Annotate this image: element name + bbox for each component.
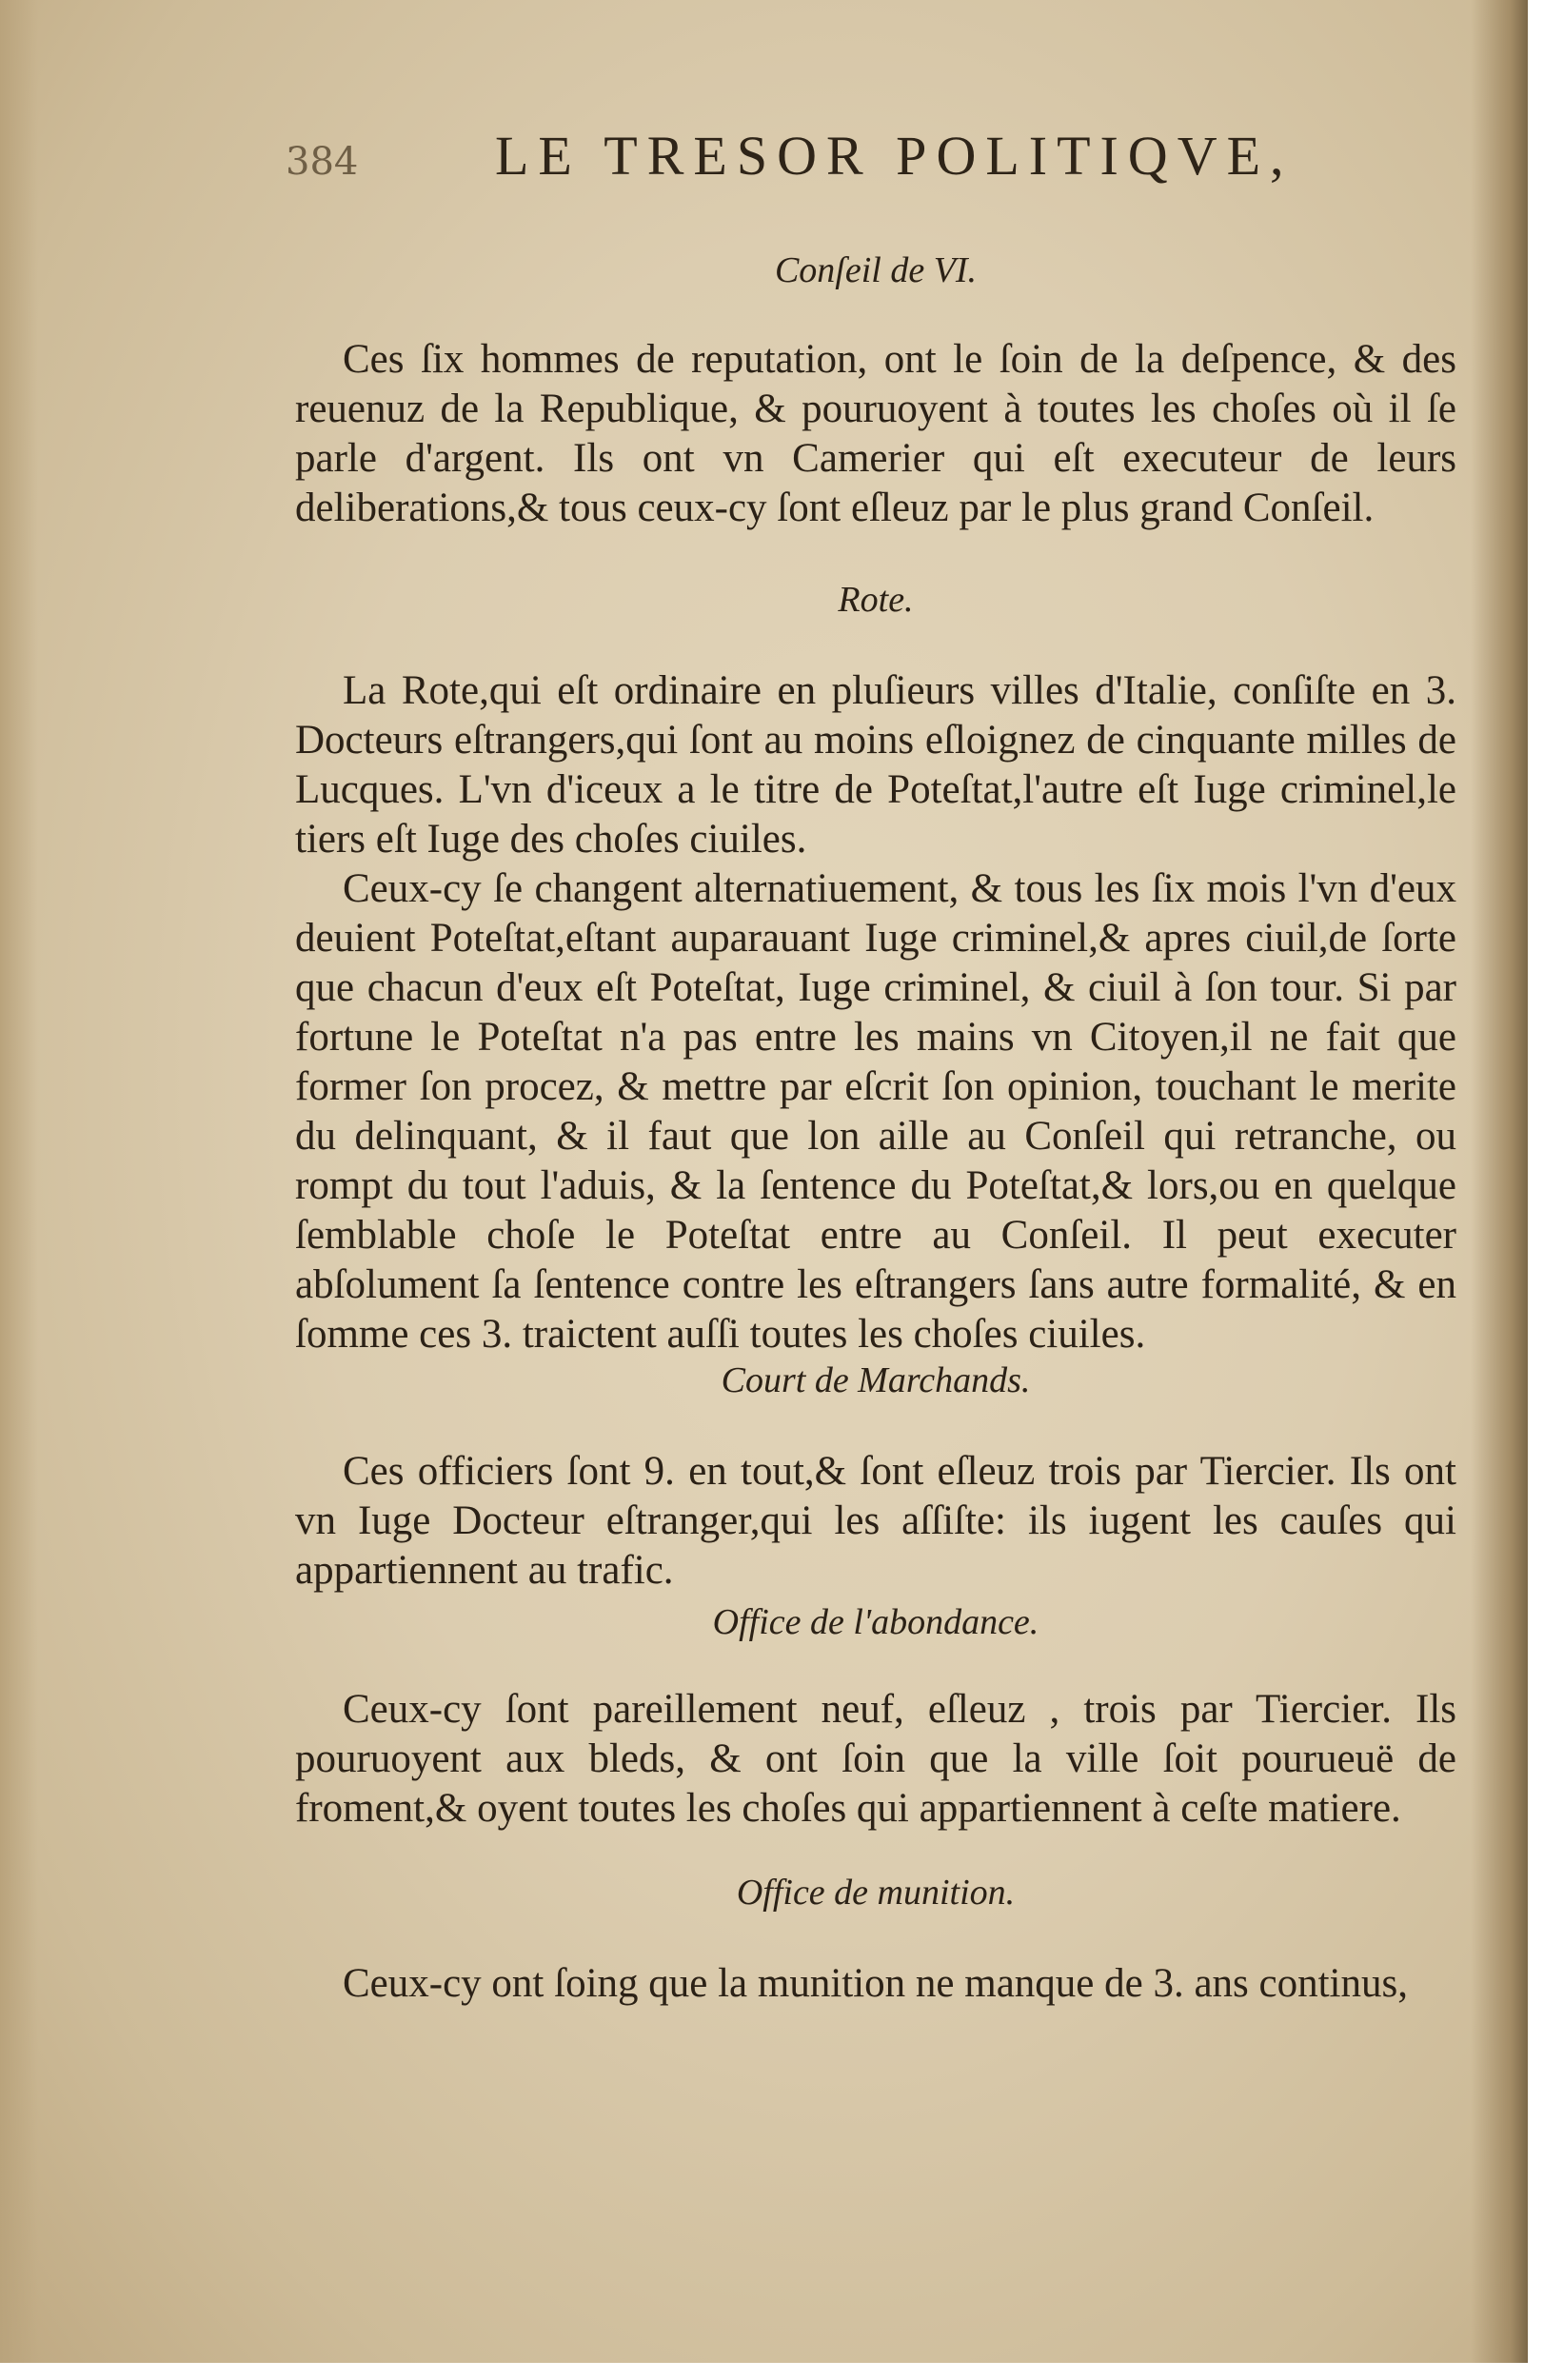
- page-number: 384: [286, 140, 359, 184]
- section-heading-court-marchands: Court de Marchands.: [721, 1360, 1031, 1400]
- section-heading-conseil: Conſeil de VI.: [774, 250, 978, 290]
- section-body-munition: [295, 1959, 1456, 2009]
- paragraph: Ces officiers ſont 9. en tout,& ſont eſleuz trois par Tiercier. Ils ont vn Iuge Docteur eſtranger,qui les aſſiſte: ils iugent les cauſes qui appartiennent au trafic.: [295, 1449, 1456, 1593]
- section-body-conseil: [295, 335, 1456, 533]
- section-body-court-marchands: [295, 1447, 1456, 1596]
- paragraph: La Rote,qui eſt ordinaire en pluſieurs villes d'Italie, conſiſte en 3. Docteurs eſtrangers,qui ſont au moins eſloignez de cinquante milles de Lucques. L'vn d'iceux a le titre de Poteſtat,l'autre eſt Iuge criminel,le tiers eſt Iuge des choſes ciuiles.: [295, 668, 1456, 862]
- section-heading-abondance: Office de l'abondance.: [712, 1602, 1039, 1642]
- page-header: [286, 124, 1333, 200]
- paragraph: Ceux-cy ſe changent alternatiuement, & tous les ſix mois l'vn d'eux deuient Poteſtat,eſtant auparauant Iuge criminel,& apres ciuil,de ſorte que chacun d'eux eſt Poteſtat, Iuge criminel, & ciuil à ſon tour. Si par fortune le Poteſtat n'a pas entre les mains vn Citoyen,il ne fait que former ſon procez, & mettre par eſcrit ſon opinion, touchant le merite du delinquant, & il faut que lon aille au Conſeil qui retranche, ou rompt du tout l'aduis, & la ſentence du Poteſtat,& lors,ou en quelque ſemblable choſe le Poteſtat entre au Conſeil. Il peut executer abſolument ſa ſentence contre les eſtrangers ſans autre formalité, & en ſomme ces 3. traictent auſſi toutes les choſes ciuiles.: [295, 866, 1456, 1357]
- section-body-abondance: [295, 1685, 1456, 1834]
- section-heading-munition: Office de munition.: [736, 1873, 1016, 1913]
- running-title: LE TRESOR POLITIQVE,: [495, 125, 1294, 187]
- paragraph: Ceux-cy ont ſoing que la munition ne manque de 3. ans continus,: [343, 1961, 1408, 2006]
- section-body-rote: [295, 666, 1456, 1359]
- section-heading-rote: Rote.: [838, 580, 914, 620]
- paragraph: Ces ſix hommes de reputation, ont le ſoin de la deſpence, & des reuenuz de la Republique, & pouruoyent à toutes les choſes où il ſe parle d'argent. Ils ont vn Camerier qui eſt executeur de leurs deliberations,& tous ceux-cy ſont eſleuz par le plus grand Conſeil.: [295, 337, 1456, 530]
- paragraph: Ceux-cy ſont pareillement neuf, eſleuz , trois par Tiercier. Ils pouruoyent aux bleds, & ont ſoin que la ville ſoit pourueuë de froment,& oyent toutes les choſes qui appartiennent à ceſte matiere.: [295, 1687, 1456, 1831]
